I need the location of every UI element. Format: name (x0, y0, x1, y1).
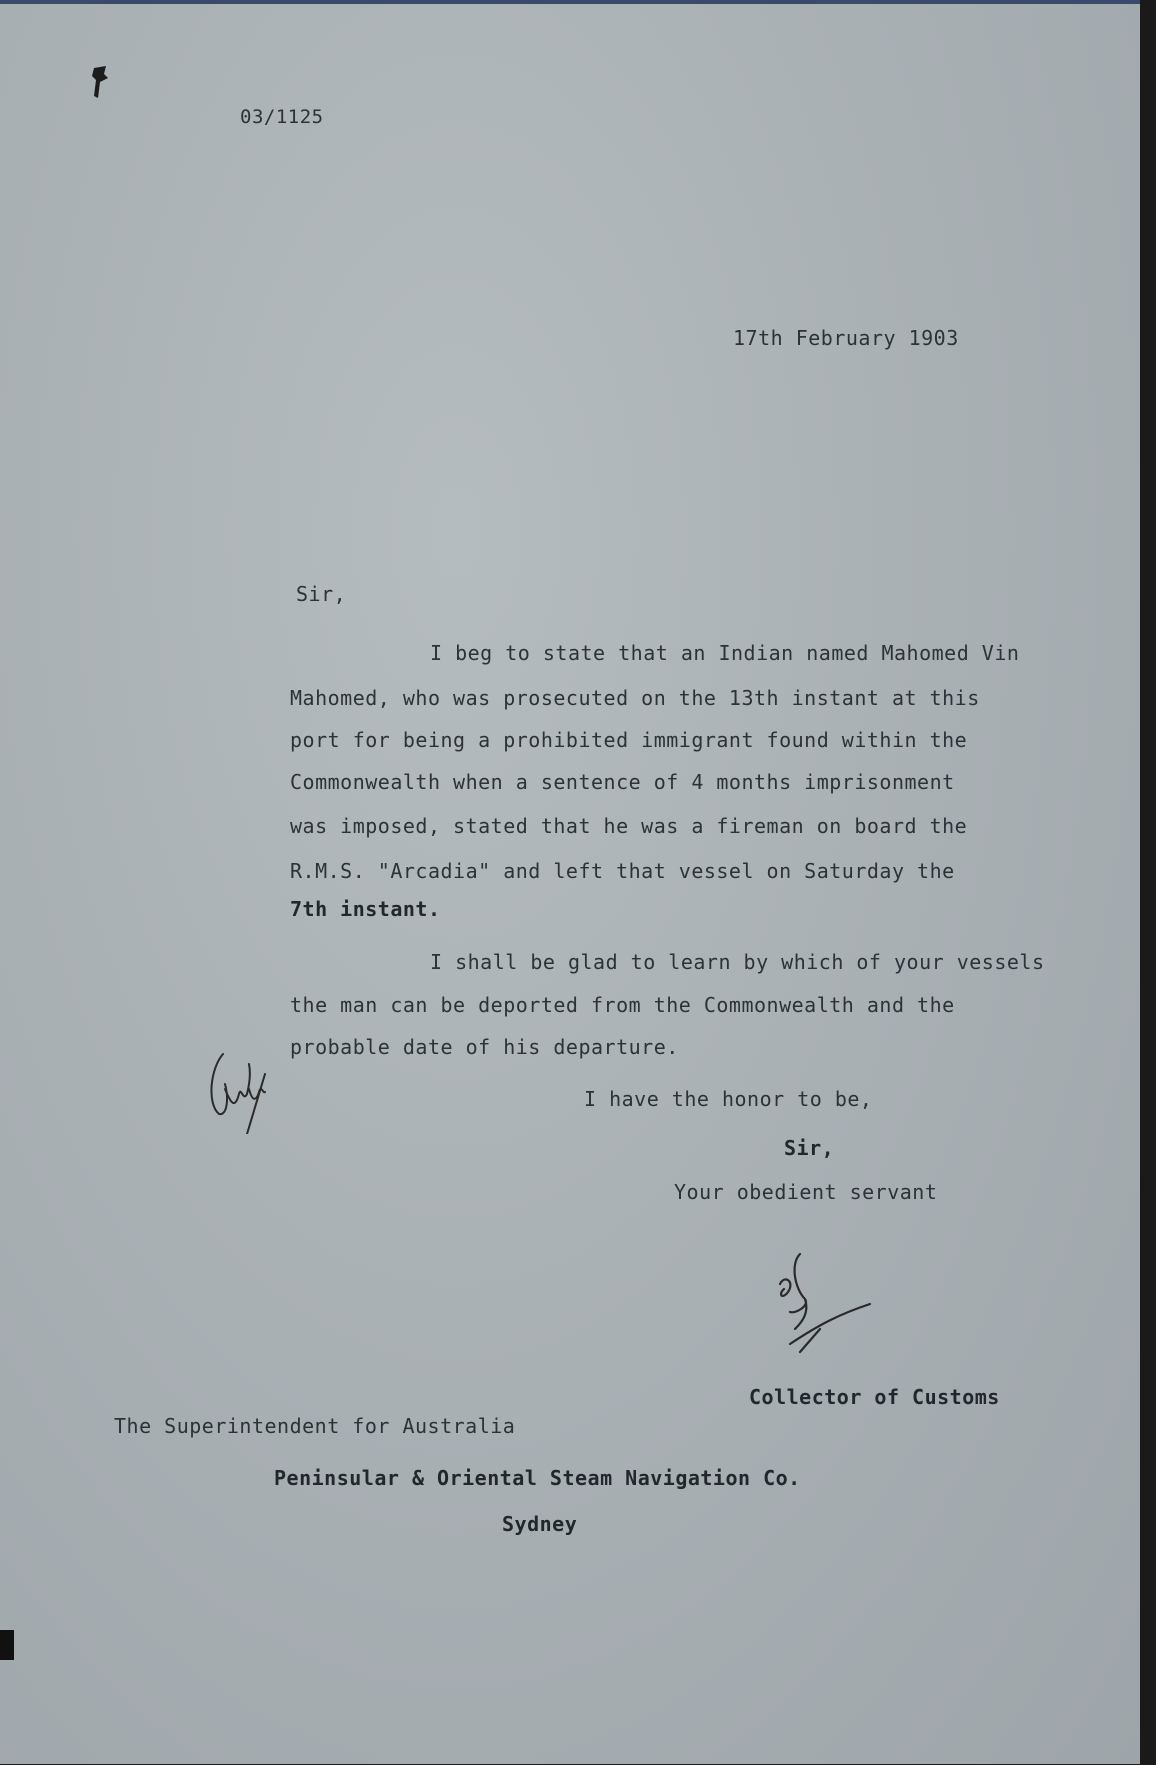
body-line: Mahomed, who was prosecuted on the 13th instant at this (290, 686, 980, 710)
reference-number: 03/1125 (240, 106, 324, 128)
letter-date: 17th February 1903 (733, 326, 959, 350)
closing-servant: Your obedient servant (674, 1180, 938, 1204)
body-line: was imposed, stated that he was a fireman on board the (290, 814, 968, 838)
body-line: R.M.S. "Arcadia" and left that vessel on Saturday the (290, 859, 955, 883)
addressee-line-2: Peninsular & Oriental Steam Navigation Co. (274, 1466, 801, 1490)
corner-ink-mark (88, 64, 112, 102)
signatory-title: Collector of Customs (749, 1385, 1000, 1409)
body-line: I shall be glad to learn by which of your vessels (430, 950, 1045, 974)
body-line: Commonwealth when a sentence of 4 months imprisonment (290, 770, 955, 794)
handwritten-signature (750, 1244, 880, 1364)
body-line: I beg to state that an Indian named Mahomed Vin (430, 641, 1020, 665)
addressee-line-1: The Superintendent for Australia (114, 1414, 516, 1438)
handwritten-initials (205, 1044, 285, 1134)
body-line: 7th instant. (290, 897, 441, 921)
body-line: port for being a prohibited immigrant found within the (290, 728, 968, 752)
salutation: Sir, (296, 582, 347, 606)
closing-line: I have the honor to be, (584, 1087, 873, 1111)
body-line: probable date of his departure. (290, 1035, 679, 1059)
closing-sir: Sir, (784, 1136, 835, 1160)
edge-ink-mark (0, 1630, 14, 1660)
addressee-line-3: Sydney (502, 1512, 578, 1536)
body-line: the man can be deported from the Commonwealth and the (290, 993, 955, 1017)
